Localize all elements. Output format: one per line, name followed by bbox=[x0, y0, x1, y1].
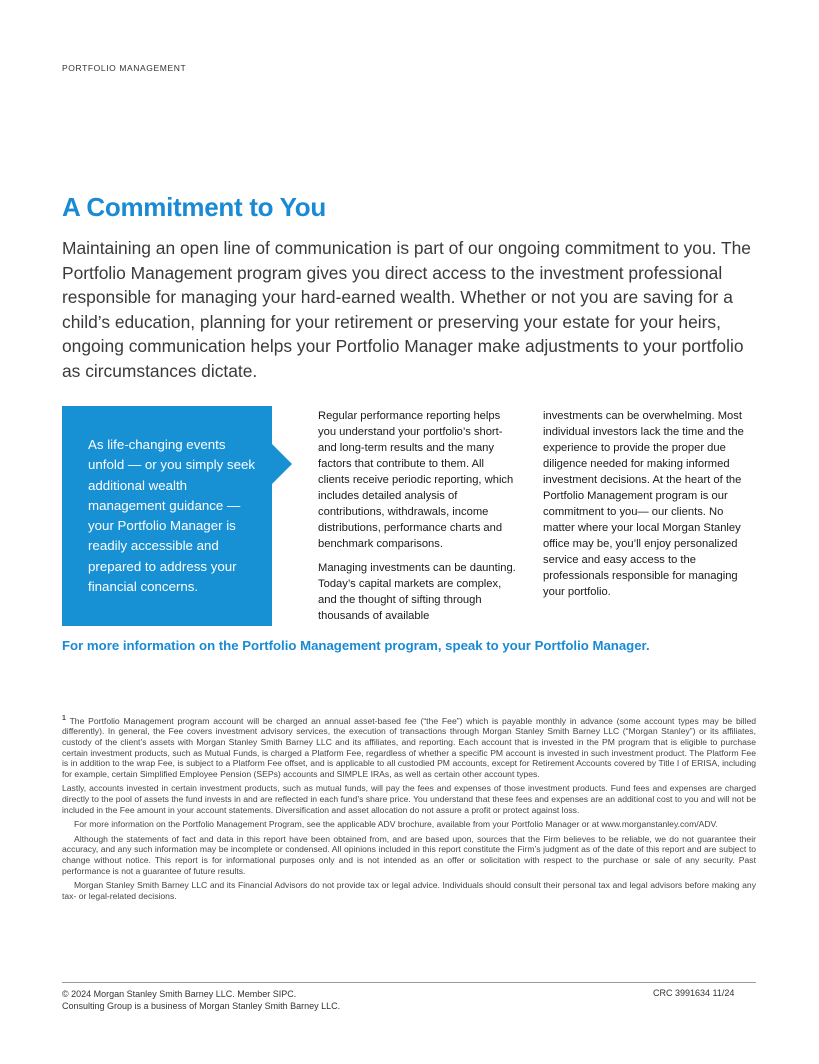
body-paragraph: Regular performance reporting helps you understand your portfolio’s short- and long-term results and the many factors that contribute to them. All clients receive periodic reporting, which includes detailed analysis of contributions, withdrawals, income distributions, performance charts and benchmark comparisons. bbox=[318, 410, 514, 550]
footnote-1 bbox=[62, 714, 756, 779]
copyright-text: © 2024 Morgan Stanley Smith Barney LLC. Member SIPC. bbox=[62, 989, 297, 999]
body-column-1 bbox=[318, 408, 518, 632]
document-code: CRC 3991634 11/24 bbox=[653, 988, 735, 998]
callout-box bbox=[62, 406, 272, 626]
disclosure-paragraph: For more information on the Portfolio Management Program, see the applicable ADV brochure, available from your Portfolio Manager or at www.morganstanley.com/ADV. bbox=[74, 819, 718, 830]
body-paragraph: investments can be overwhelming. Most individual investors lack the time and the experience to provide the proper due diligence needed for making informed investment decisions. At the heart of the Portfolio Management program is our commitment to you— our clients. No matter where your local Morgan Stanley office may be, you’ll enjoy personalized service and easy access to the professionals responsible for managing your portfolio. bbox=[543, 410, 744, 598]
callout-text: As life-changing events unfold — or you simply seek additional wealth management guidance — your Portfolio Manager is readily accessible and prepared to address your financial concerns. bbox=[88, 437, 256, 595]
callout-arrow bbox=[272, 444, 292, 484]
footnote-text: The Portfolio Management program account will be charged an annual asset-based fee (“the Fee”) which is payable monthly in advance (some account types may be billed differently). In general, the Fee covers investment advisory services, the execution of transactions through Morgan Stanley Smith Barney LLC (“Morgan Stanley”) or its affiliates, custody of the client’s assets with Morgan Stanley Smith Barney LLC and its affiliates, and reporting. Each account that is invested in the PM program that is eligible to purchase certain investment products, such as Mutual Funds, is charged a Platform Fee, regardless of whether a specific PM account is invested in such investment product. The Platform Fee is in addition to the wrap Fee, is subject to a Platform Fee offset, and is applicable to all custodied PM accounts, except for Retirement Accounts covered by Title I of ERISA, including for example, certain Simplified Employee Pension (SEPs) accounts and SIMPLE IRAs, as well as certain other account types. bbox=[62, 715, 757, 779]
footer-legal bbox=[62, 988, 340, 1013]
page-title: A Commitment to You bbox=[62, 192, 326, 222]
body-column-2 bbox=[543, 408, 755, 608]
intro-paragraph: Maintaining an open line of communication is part of our ongoing commitment to you. The Portfolio Management program gives you direct access to the investment professional responsible for managing your hard-earned wealth. Whether or not you are saving for a child’s education, planning for your retirement or preserving your estate for your heirs, ongoing communication helps your Portfolio Manager make adjustments to your portfolio as circumstances dictate. bbox=[62, 238, 751, 381]
consulting-text: Consulting Group is a business of Morgan Stanley Smith Barney LLC. bbox=[62, 1001, 341, 1012]
disclosure-paragraph: Morgan Stanley Smith Barney LLC and its Financial Advisors do not provide tax or legal advice. Individuals should consult their personal tax and legal advisors before making any tax- or legal-related decisions. bbox=[62, 880, 756, 901]
call-to-action: For more information on the Portfolio Management program, speak to your Portfolio Manager. bbox=[62, 638, 650, 653]
body-paragraph: Managing investments can be daunting. Today’s capital markets are complex, and the thought of sifting through thousands of available bbox=[318, 562, 516, 622]
footnote-marker: 1 bbox=[62, 715, 66, 722]
footer-divider bbox=[62, 982, 756, 983]
section-eyebrow: PORTFOLIO MANAGEMENT bbox=[62, 63, 187, 73]
disclosure-paragraph: Although the statements of fact and data in this report have been obtained from, and are based upon, sources that the Firm believes to be reliable, we do not guarantee their accuracy, and any such information may be incomplete or condensed. All opinions included in this report constitute the Firm’s judgment as of the date of this report and are subject to change without notice. This report is for informational purposes only and is not intended as an offer or solicitation with respect to the purchase or sale of any security. Past performance is not a guarantee of future results. bbox=[62, 833, 756, 876]
disclosure-paragraph: Lastly, accounts invested in certain investment products, such as mutual funds, will pay the fees and expenses of those investment products. Fund fees and expenses are charged directly to the pool of assets the fund invests in and are reflected in each fund’s share price. You understand that these fees and expenses are an additional cost to you and will not be included in the Fee amount in your account statements. Diversification and asset allocation do not assure a profit or protect against loss. bbox=[62, 783, 756, 815]
footnotes bbox=[62, 714, 756, 905]
